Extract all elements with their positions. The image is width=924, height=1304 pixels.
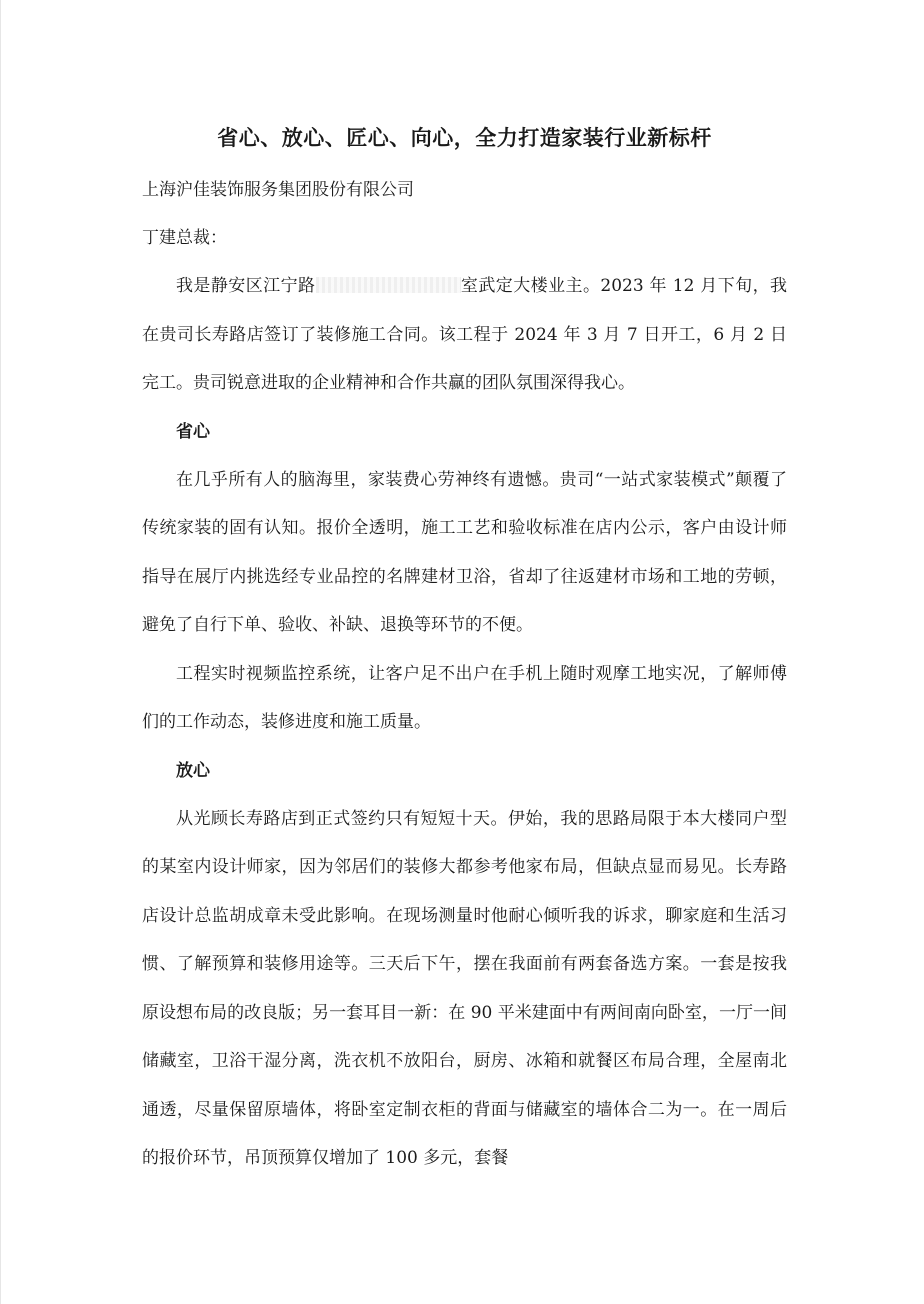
document-title: 省心、放心、匠心、向心，全力打造家装行业新标杆: [217, 126, 712, 150]
redacted-address: [316, 277, 461, 293]
intro-paragraph: [142, 262, 787, 408]
recipient-company: 上海沪佳装饰服务集团股份有限公司: [142, 180, 414, 200]
document-body: [142, 118, 787, 1183]
paragraph: 从光顾长寿路店到正式签约只有短短十天。伊始，我的思路局限于本大楼同户型的某室内设计师家，因为邻居们的装修大都参考他家布局，但缺点显而易见。长寿路店设计总监胡成章未受此影响。在现场测量时他耐心倾听我的诉求，聊家庭和生活习惯、了解预算和装修用途等。三天后下午，摆在我面前有两套备选方案。一套是按我原设想布局的改良版；另一套耳目一新：在 90 平米建面中有两间南向卧室，一厅一间储藏室，卫浴干湿分离，洗衣机不放阳台，厨房、冰箱和就餐区布局合理，全屋南北通透，尽量保留原墙体，将卧室定制衣柜的背面与储藏室的墙体合二为一。在一周后的报价环节，吊顶预算仅增加了 100 多元，套餐: [142, 808, 787, 1168]
paragraph: 工程实时视频监控系统，让客户足不出户在手机上随时观摩工地实况，了解师傅们的工作动态，装修进度和施工质量。: [142, 663, 787, 732]
section-heading-fangxin: 放心: [176, 760, 210, 781]
section-heading-shengxin: 省心: [176, 421, 210, 442]
intro-text-end: 室武定大楼业主。2023 年 12 月下旬，我在贵司长寿路店签订了装修施工合同。该工程于 2024 年 3 月 7 日开工，6 月 2 日完工。贵司锐意进取的企业精神和合作共赢的团队氛围深得我心。: [142, 276, 788, 393]
salutation: 丁建总裁：: [142, 228, 227, 248]
intro-text-start: 我是静安区江宁路: [176, 276, 316, 296]
paragraph: 在几乎所有人的脑海里，家装费心劳神终有遗憾。贵司“一站式家装模式”颠覆了传统家装的固有认知。报价全透明，施工工艺和验收标准在店内公示，客户由设计师指导在展厅内挑选经专业品控的名牌建材卫浴，省却了往返建材市场和工地的劳顿，避免了自行下单、验收、补缺、退换等环节的不便。: [142, 469, 787, 635]
